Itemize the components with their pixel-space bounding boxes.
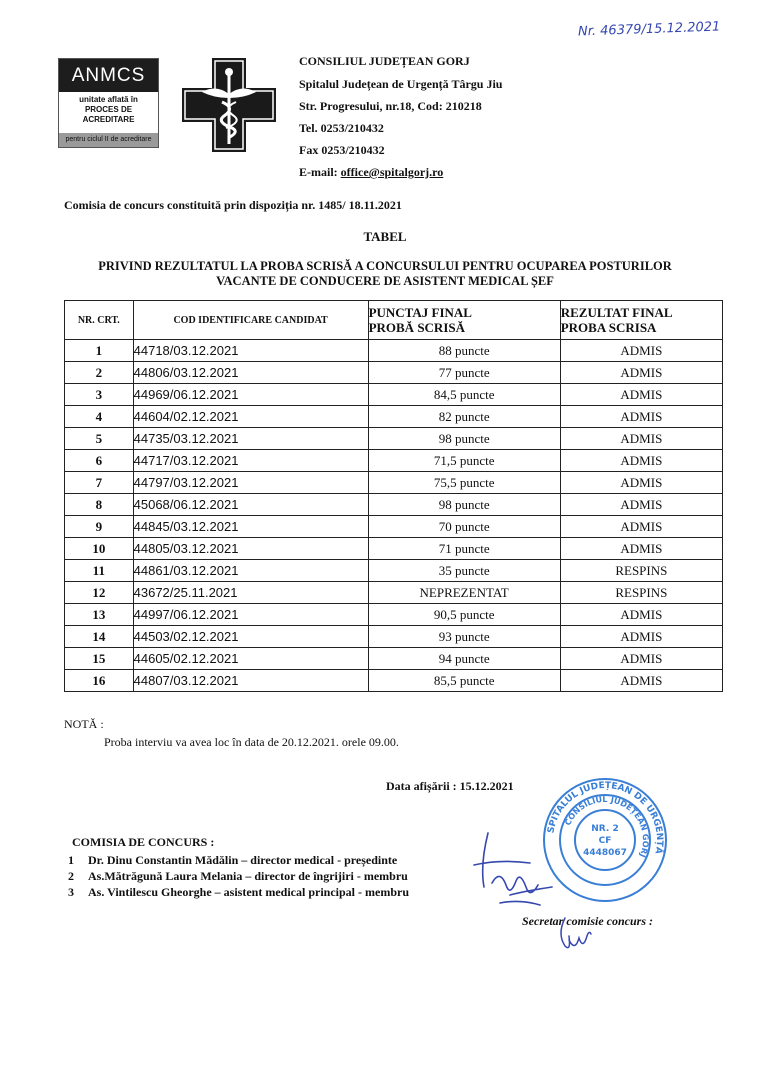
candidate-code: 44604/02.12.2021 [133, 406, 368, 428]
score: 71,5 puncte [368, 450, 560, 472]
anmcs-acronym: ANMCS [59, 59, 158, 92]
table-header-row [65, 301, 723, 340]
member-number: 1 [68, 853, 74, 867]
header-rezultat-line1: REZULTAT FINAL [560, 305, 673, 320]
row-nr: 11 [65, 560, 134, 582]
score: 84,5 puncte [368, 384, 560, 406]
anmcs-cycle: pentru ciclul II de acreditare [59, 133, 158, 147]
medical-cross-icon [178, 54, 280, 156]
row-nr: 16 [65, 670, 134, 692]
secretary-signature [555, 912, 595, 962]
candidate-code: 44718/03.12.2021 [133, 340, 368, 362]
document-subtitle-2: VACANTE DE CONDUCERE DE ASISTENT MEDICAL ȘEF [216, 274, 554, 288]
anmcs-line1: unitate aflată în [79, 95, 138, 104]
result: ADMIS [560, 450, 722, 472]
email-link[interactable]: office@spitalgorj.ro [340, 165, 444, 179]
header-rezultat-line2: PROBA SCRISA [560, 320, 657, 335]
result: ADMIS [560, 494, 722, 516]
member-text: Dr. Dinu Constantin Mădălin – director medical - președinte [88, 853, 398, 867]
table-row [65, 450, 723, 472]
table-row [65, 384, 723, 406]
document-subtitle-1: PRIVIND REZULTATUL LA PROBA SCRISĂ A CONCURSULUI PENTRU OCUPAREA POSTURILOR [98, 259, 672, 273]
row-nr: 14 [65, 626, 134, 648]
score: 93 puncte [368, 626, 560, 648]
row-nr: 15 [65, 648, 134, 670]
anmcs-line2: PROCES DE ACREDITARE [82, 105, 135, 124]
registration-number: Nr. 46379/15.12.2021 [577, 19, 721, 40]
row-nr: 10 [65, 538, 134, 560]
table-row [65, 406, 723, 428]
candidate-code: 44845/03.12.2021 [133, 516, 368, 538]
stamp-code: 4448067 [583, 848, 627, 858]
candidate-code: 44735/03.12.2021 [133, 428, 368, 450]
table-row [65, 516, 723, 538]
member-number: 2 [68, 869, 74, 883]
score: NEPREZENTAT [368, 582, 560, 604]
table-row [65, 538, 723, 560]
table-row [65, 648, 723, 670]
committee-member [68, 869, 408, 884]
row-nr: 5 [65, 428, 134, 450]
email-label: E-mail: [299, 165, 341, 179]
hospital-address: Str. Progresului, nr.18, Cod: 210218 [299, 99, 482, 113]
note-label: NOTĂ : [64, 717, 104, 731]
row-nr: 2 [65, 362, 134, 384]
result: ADMIS [560, 516, 722, 538]
result: ADMIS [560, 604, 722, 626]
score: 82 puncte [368, 406, 560, 428]
result: ADMIS [560, 340, 722, 362]
score: 71 puncte [368, 538, 560, 560]
table-row [65, 626, 723, 648]
row-nr: 8 [65, 494, 134, 516]
score: 75,5 puncte [368, 472, 560, 494]
table-row [65, 472, 723, 494]
member-number: 3 [68, 885, 74, 899]
row-nr: 3 [65, 384, 134, 406]
result: ADMIS [560, 538, 722, 560]
table-row [65, 582, 723, 604]
header-punctaj [368, 301, 560, 340]
hospital-name: Spitalul Județean de Urgență Târgu Jiu [299, 77, 503, 91]
stamp-nr: NR. 2 [591, 824, 619, 834]
result: ADMIS [560, 362, 722, 384]
candidate-code: 44997/06.12.2021 [133, 604, 368, 626]
candidate-code: 44807/03.12.2021 [133, 670, 368, 692]
member-text: As.Mătrăgună Laura Melania – director de îngrijiri - membru [88, 869, 408, 883]
header-punctaj-line1: PUNCTAJ FINAL [368, 305, 472, 320]
table-row [65, 494, 723, 516]
score: 35 puncte [368, 560, 560, 582]
result: RESPINS [560, 560, 722, 582]
table-row [65, 670, 723, 692]
score: 90,5 puncte [368, 604, 560, 626]
candidate-code: 43672/25.11.2021 [133, 582, 368, 604]
row-nr: 12 [65, 582, 134, 604]
score: 85,5 puncte [368, 670, 560, 692]
table-row [65, 604, 723, 626]
phone-number: Tel. 0253/210432 [299, 121, 384, 135]
note-text: Proba interviu va avea loc în data de 20.12.2021. orele 09.00. [104, 735, 399, 749]
header-cod: COD IDENTIFICARE CANDIDAT [133, 301, 368, 340]
score: 77 puncte [368, 362, 560, 384]
score: 70 puncte [368, 516, 560, 538]
result: ADMIS [560, 626, 722, 648]
header-nr: NR. CRT. [65, 301, 134, 340]
header-rezultat [560, 301, 722, 340]
result: ADMIS [560, 406, 722, 428]
stamp-outer-text: SPITALUL JUDEȚEAN DE URGENȚĂ [546, 780, 665, 855]
posting-date: Data afișării : 15.12.2021 [386, 779, 514, 793]
candidate-code: 44805/03.12.2021 [133, 538, 368, 560]
stamp-cf: CF [598, 836, 612, 846]
header-punctaj-line2: PROBĂ SCRISĂ [368, 320, 465, 335]
council-name: CONSILIUL JUDEȚEAN GORJ [299, 54, 470, 68]
table-row [65, 560, 723, 582]
row-nr: 4 [65, 406, 134, 428]
score: 98 puncte [368, 494, 560, 516]
anmcs-logo [58, 58, 159, 148]
president-signature [470, 825, 560, 910]
row-nr: 13 [65, 604, 134, 626]
result: ADMIS [560, 472, 722, 494]
table-row [65, 362, 723, 384]
row-nr: 9 [65, 516, 134, 538]
candidate-code: 44503/02.12.2021 [133, 626, 368, 648]
fax-number: Fax 0253/210432 [299, 143, 385, 157]
document-title: TABEL [363, 229, 407, 244]
result: ADMIS [560, 384, 722, 406]
result: ADMIS [560, 670, 722, 692]
result: ADMIS [560, 428, 722, 450]
row-nr: 6 [65, 450, 134, 472]
table-row [65, 428, 723, 450]
commission-line: Comisia de concurs constituită prin dispoziția nr. 1485/ 18.11.2021 [64, 198, 402, 212]
candidate-code: 44806/03.12.2021 [133, 362, 368, 384]
anmcs-status [59, 95, 158, 125]
score: 94 puncte [368, 648, 560, 670]
results-table [64, 300, 723, 692]
result: RESPINS [560, 582, 722, 604]
candidate-code: 44797/03.12.2021 [133, 472, 368, 494]
member-text: As. Vintilescu Gheorghe – asistent medical principal - membru [88, 885, 409, 899]
score: 98 puncte [368, 428, 560, 450]
stamp-inner-text: CONSILIUL JUDEȚEAN GORJ [563, 794, 651, 859]
table-row [65, 340, 723, 362]
candidate-code: 44861/03.12.2021 [133, 560, 368, 582]
committee-title: COMISIA DE CONCURS : [72, 835, 215, 849]
result: ADMIS [560, 648, 722, 670]
committee-member [68, 853, 397, 868]
candidate-code: 44717/03.12.2021 [133, 450, 368, 472]
candidate-code: 45068/06.12.2021 [133, 494, 368, 516]
candidate-code: 44605/02.12.2021 [133, 648, 368, 670]
candidate-code: 44969/06.12.2021 [133, 384, 368, 406]
email-line [299, 165, 443, 180]
committee-member [68, 885, 409, 900]
row-nr: 1 [65, 340, 134, 362]
row-nr: 7 [65, 472, 134, 494]
secretary-label: Secretar comisie concurs : [522, 914, 653, 928]
score: 88 puncte [368, 340, 560, 362]
